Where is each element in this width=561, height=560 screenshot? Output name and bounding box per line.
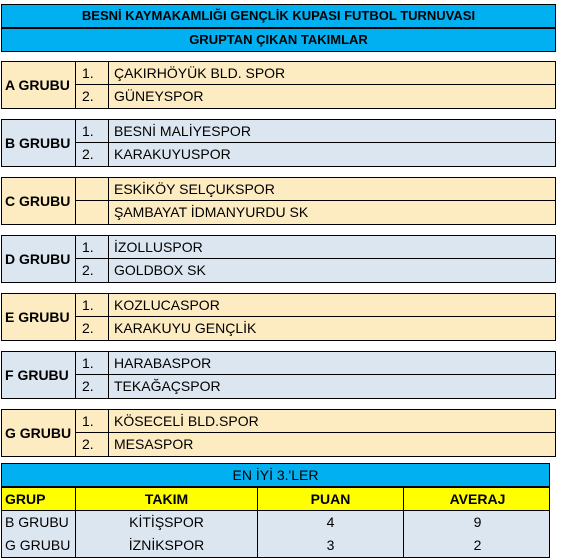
best-thirds-header-row — [1, 487, 550, 511]
rank: 2. — [76, 375, 109, 398]
section-subtitle: GRUPTAN ÇIKAN TAKIMLAR — [1, 28, 556, 52]
group-row — [76, 409, 556, 433]
group-label: F GRUBU — [1, 351, 76, 399]
group-label: A GRUBU — [1, 61, 76, 109]
team-name: GÜNEYSPOR — [114, 88, 204, 104]
group-row — [76, 293, 556, 317]
rank: 2. — [76, 259, 109, 282]
cell-group: G GRUBU — [2, 534, 76, 557]
rank: 1. — [76, 120, 109, 142]
team-name: İZOLLUSPOR — [114, 239, 203, 255]
team-name: KARAKUYUSPOR — [114, 146, 231, 162]
rank: 1. — [76, 410, 109, 432]
rank — [76, 178, 109, 200]
header-team: TAKIM — [76, 488, 258, 510]
cell-team: KİTİŞSPOR — [76, 511, 258, 534]
cell-points: 4 — [258, 511, 404, 534]
table-row — [1, 511, 550, 535]
table-row — [1, 534, 550, 558]
rank: 1. — [76, 62, 109, 84]
team-name: BESNİ MALİYESPOR — [114, 123, 251, 139]
rank: 2. — [76, 143, 109, 166]
cell-average: 9 — [473, 514, 482, 530]
group-row — [76, 317, 556, 341]
rank — [76, 201, 109, 224]
team-name: ŞAMBAYAT İDMANYURDU SK — [114, 204, 309, 220]
team-name: KOZLUCASPOR — [114, 297, 220, 313]
group-d — [1, 235, 556, 283]
group-row — [76, 61, 556, 85]
header-average: AVERAJ — [449, 491, 506, 507]
rank: 1. — [76, 236, 109, 258]
cell-points: 3 — [258, 534, 404, 557]
rank: 2. — [76, 317, 109, 340]
cell-average: 2 — [473, 537, 482, 553]
group-label: E GRUBU — [1, 293, 76, 341]
group-row — [76, 143, 556, 167]
team-name: KARAKUYU GENÇLİK — [114, 320, 257, 336]
group-label: G GRUBU — [1, 409, 76, 457]
group-g — [1, 409, 556, 457]
group-row — [76, 235, 556, 259]
group-f — [1, 351, 556, 399]
rank: 1. — [76, 294, 109, 316]
group-label: C GRUBU — [1, 177, 76, 225]
team-name: TEKAĞAÇSPOR — [114, 378, 221, 394]
tournament-title: BESNİ KAYMAKAMLIĞI GENÇLİK KUPASI FUTBOL TURNUVASI — [1, 4, 556, 28]
team-name: MESASPOR — [114, 436, 194, 452]
team-name: HARABASPOR — [114, 355, 212, 371]
group-b — [1, 119, 556, 167]
group-row — [76, 201, 556, 225]
group-e — [1, 293, 556, 341]
group-row — [76, 119, 556, 143]
group-label: D GRUBU — [1, 235, 76, 283]
cell-team: İZNİKSPOR — [76, 534, 258, 557]
group-a — [1, 61, 556, 109]
team-name: KÖSECELİ BLD.SPOR — [114, 413, 259, 429]
team-name: ÇAKIRHÖYÜK BLD. SPOR — [114, 65, 286, 81]
header-points: PUAN — [258, 488, 404, 510]
team-name: GOLDBOX SK — [114, 262, 206, 278]
cell-group: B GRUBU — [2, 511, 76, 534]
best-thirds-title: EN İYİ 3.'LER — [1, 463, 550, 487]
group-row — [76, 433, 556, 457]
rank: 1. — [76, 352, 109, 374]
rank: 2. — [76, 85, 109, 108]
group-row — [76, 351, 556, 375]
rank: 2. — [76, 433, 109, 456]
header-group: GRUP — [2, 488, 76, 510]
group-row — [76, 85, 556, 109]
group-c — [1, 177, 556, 225]
group-row — [76, 177, 556, 201]
group-label: B GRUBU — [1, 119, 76, 167]
group-row — [76, 375, 556, 399]
team-name: ESKİKÖY SELÇUKSPOR — [114, 181, 275, 197]
group-row — [76, 259, 556, 283]
